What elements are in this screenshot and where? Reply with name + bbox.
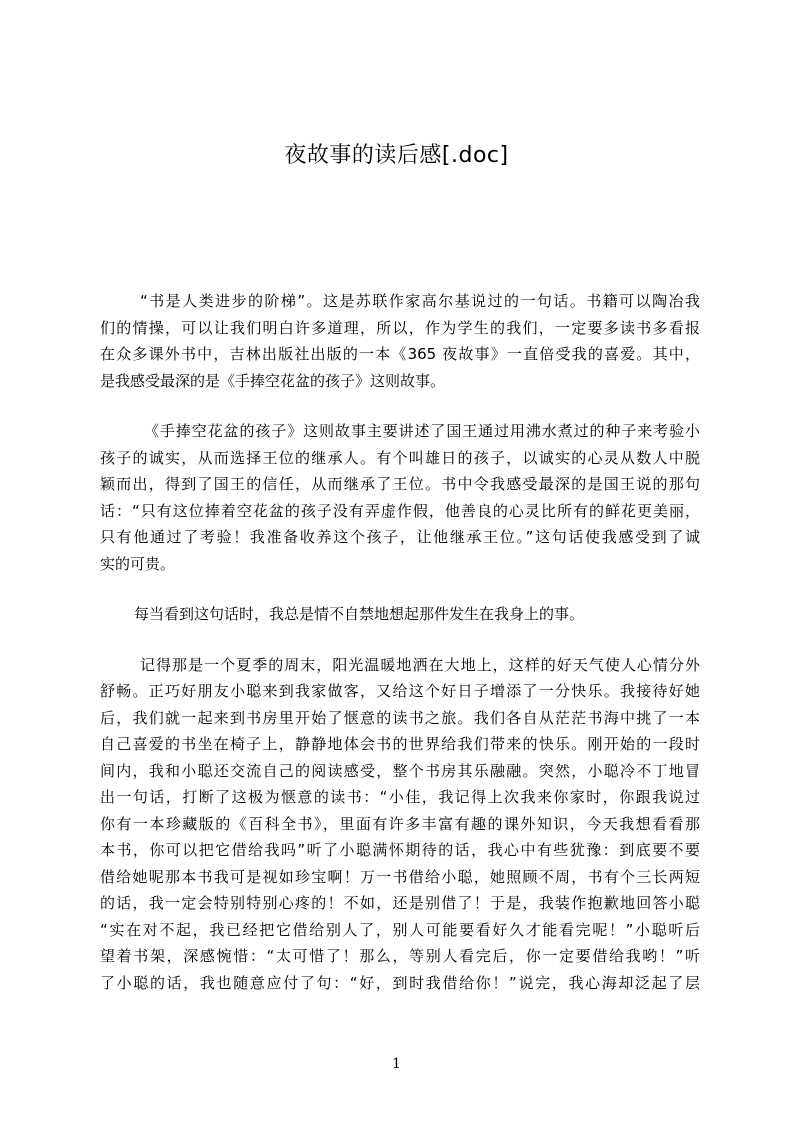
paragraph-1 [100, 288, 700, 394]
paragraph-line: 们的情操，可以让我们明白许多道理，所以，作为学生的我们，一定要多读书多看报 [100, 318, 700, 337]
paragraph-line: 间内，我和小聪还交流自己的阅读感受，整个书房其乐融融。突然，小聪冷不丁地冒 [100, 761, 700, 780]
paragraph-line: “书是人类进步的阶梯”。这是苏联作家高尔基说过的一句话。书籍可以陶冶我 [140, 292, 700, 310]
paragraph-2 [100, 418, 700, 577]
paragraph-line: 在众多课外书中，吉林出版社出版的一本《365 夜故事》一直倍受我的喜爱。其中， [100, 345, 700, 363]
paragraph-line: 了小聪的话，我也随意应付了句：“好，到时我借给你！”说完，我心海却泛起了层 [100, 973, 700, 992]
paragraph-line: 的话，我一定会特别特别心疼的！不如，还是别借了！于是，我装作抱歉地回答小聪 [100, 894, 700, 912]
paragraph-line: 只有他通过了考验！我准备收养这个孩子，让他继承王位。”这句话使我感受到了诚 [100, 528, 700, 546]
paragraph-line: “实在对不起，我已经把它借给别人了，别人可能要看好久才能看完呢！”小聪听后 [100, 920, 700, 939]
paragraph-line: 《手捧空花盆的孩子》这则故事主要讲述了国王通过用沸水煮过的种子来考验小 [144, 422, 700, 440]
paragraph-line: 自己喜爱的书坐在椅子上，静静地体会书的世界给我们带来的快乐。刚开始的一段时 [100, 735, 700, 753]
paragraph-line: 记得那是一个夏季的周末，阳光温暖地洒在大地上，这样的好天气使人心情分外 [140, 655, 700, 674]
paragraph-4 [100, 652, 700, 997]
paragraph-line: 本书，你可以把它借给我吗”听了小聪满怀期待的话，我心中有些犹豫：到底要不要 [100, 841, 700, 859]
paragraph-line: 借给她呢那本书我可是视如珍宝啊！万一书借给小聪，她照顾不周，书有个三长两短 [100, 867, 700, 886]
paragraph-line: 每当看到这句话时，我总是情不自禁地想起那件发生在我身上的事。 [134, 605, 585, 623]
page-number: 1 [392, 1056, 401, 1072]
paragraph-line: 望着书架，深感惋惜：“太可惜了！那么，等别人看完后，你一定要借给我哟！”听 [100, 947, 700, 965]
paragraph-line: 你有一本珍藏版的《百科全书》，里面有许多丰富有趣的课外知识，今天我想看看那 [100, 814, 700, 833]
paragraph-line: 话：“只有这位捧着空花盆的孩子没有弄虚作假，他善良的心灵比所有的鲜花更美丽， [100, 501, 700, 520]
paragraph-line: 舒畅。正巧好朋友小聪来到我家做客，又给这个好日子增添了一分快乐。我接待好她 [100, 682, 700, 700]
paragraph-line: 孩子的诚实，从而选择王位的继承人。有个叫雄日的孩子，以诚实的心灵从数人中脱 [100, 448, 700, 467]
paragraph-line: 实的可贵。 [100, 554, 176, 573]
document-body [100, 288, 700, 996]
paragraph-line: 颖而出，得到了国王的信任，从而继承了王位。书中令我感受最深的是国王说的那句 [100, 475, 700, 493]
document-title: 夜故事的读后感[.doc] [284, 143, 509, 168]
paragraph-line: 是我感受最深的是《手捧空花盆的孩子》这则故事。 [100, 371, 446, 390]
paragraph-3 [100, 601, 700, 628]
paragraph-line: 出一句话，打断了这极为惬意的读书：“小佳，我记得上次我来你家时，你跟我说过 [100, 788, 700, 806]
paragraph-line: 后，我们就一起来到书房里开始了惬意的读书之旅。我们各自从茫茫书海中挑了一本 [100, 708, 700, 727]
